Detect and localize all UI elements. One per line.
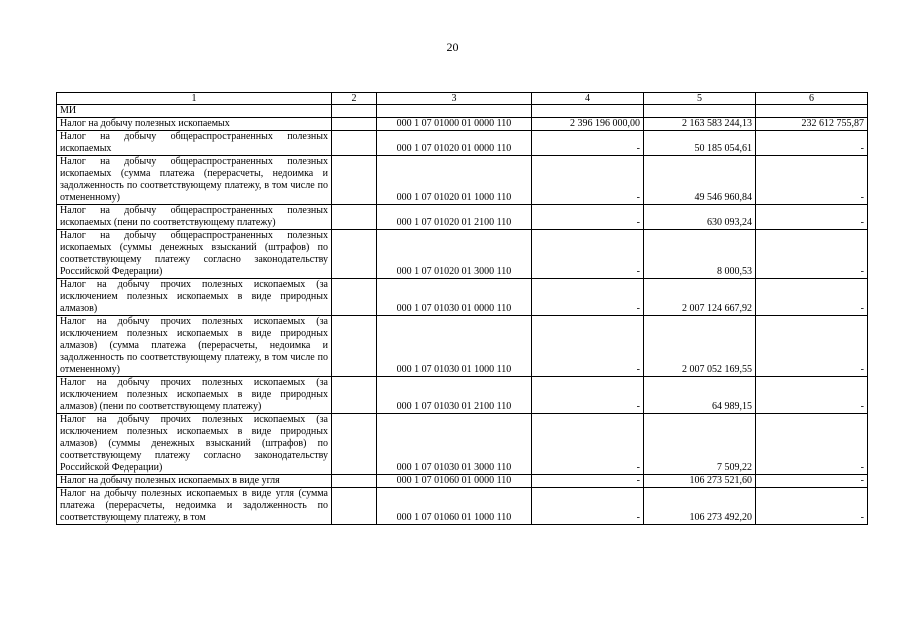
table-row	[57, 279, 868, 316]
budget-code-cell: 000 1 07 01060 01 1000 110	[377, 488, 532, 525]
tax-name-cell: Налог на добычу общераспространенных полезных ископаемых (сумма платежа (перерасчеты, недоимка и задолженность по соответствующему платежу, в том числе по отмененному)	[57, 156, 332, 205]
table-row	[57, 205, 868, 230]
executed-amount-cell: 49 546 960,84	[644, 156, 756, 205]
column-2-cell	[332, 131, 377, 156]
table-row	[57, 488, 868, 525]
revenue-table	[56, 92, 868, 525]
remaining-amount-cell: -	[756, 475, 868, 488]
approved-amount-cell: -	[532, 205, 644, 230]
approved-amount-cell: -	[532, 131, 644, 156]
column-2-cell	[332, 377, 377, 414]
remaining-amount-cell: -	[756, 279, 868, 316]
section-row	[57, 105, 868, 118]
budget-code-cell: 000 1 07 01030 01 1000 110	[377, 316, 532, 377]
approved-amount-cell: -	[532, 377, 644, 414]
approved-amount-cell: -	[532, 414, 644, 475]
tax-name-cell: Налог на добычу общераспространенных полезных ископаемых	[57, 131, 332, 156]
column-2-cell	[332, 414, 377, 475]
budget-code-cell: 000 1 07 01020 01 3000 110	[377, 230, 532, 279]
executed-amount-cell: 2 007 052 169,55	[644, 316, 756, 377]
approved-amount-cell: -	[532, 279, 644, 316]
budget-code-cell: 000 1 07 01030 01 0000 110	[377, 279, 532, 316]
executed-amount-cell: 64 989,15	[644, 377, 756, 414]
tax-name-cell: Налог на добычу прочих полезных ископаемых (за исключением полезных ископаемых в виде природных алмазов) (суммы денежных взысканий (штрафов) по соответствующему платежу согласно законодательству Российской Федерации)	[57, 414, 332, 475]
column-header: 4	[532, 93, 644, 105]
table-row	[57, 475, 868, 488]
tax-name-cell: Налог на добычу прочих полезных ископаемых (за исключением полезных ископаемых в виде природных алмазов)	[57, 279, 332, 316]
column-2-cell	[332, 156, 377, 205]
budget-code-cell: 000 1 07 01020 01 2100 110	[377, 205, 532, 230]
approved-amount-cell: -	[532, 156, 644, 205]
table-row	[57, 156, 868, 205]
remaining-amount-cell: -	[756, 488, 868, 525]
remaining-amount-cell: -	[756, 131, 868, 156]
remaining-amount-cell: -	[756, 377, 868, 414]
column-header: 2	[332, 93, 377, 105]
remaining-amount-cell: -	[756, 156, 868, 205]
executed-amount-cell: 106 273 521,60	[644, 475, 756, 488]
tax-name-cell: Налог на добычу общераспространенных полезных ископаемых (суммы денежных взысканий (штрафов) по соответствующему платежу согласно законодательству Российской Федерации)	[57, 230, 332, 279]
tax-name-cell: Налог на добычу полезных ископаемых	[57, 118, 332, 131]
column-header: 6	[756, 93, 868, 105]
table-body	[57, 105, 868, 525]
approved-amount-cell: 2 396 196 000,00	[532, 118, 644, 131]
column-2-cell	[332, 230, 377, 279]
column-2-cell	[332, 475, 377, 488]
column-2-cell	[332, 118, 377, 131]
budget-code-cell: 000 1 07 01000 01 0000 110	[377, 118, 532, 131]
budget-code-cell: 000 1 07 01020 01 0000 110	[377, 131, 532, 156]
table-row	[57, 230, 868, 279]
approved-amount-cell: -	[532, 488, 644, 525]
remaining-amount-cell: -	[756, 316, 868, 377]
empty-cell	[377, 105, 532, 118]
column-2-cell	[332, 205, 377, 230]
table-row	[57, 118, 868, 131]
tax-name-cell: Налог на добычу прочих полезных ископаемых (за исключением полезных ископаемых в виде природных алмазов) (пени по соответствующему платежу)	[57, 377, 332, 414]
section-label: МИ	[57, 105, 332, 118]
tax-name-cell: Налог на добычу общераспространенных полезных ископаемых (пени по соответствующему платежу)	[57, 205, 332, 230]
table-row	[57, 377, 868, 414]
executed-amount-cell: 106 273 492,20	[644, 488, 756, 525]
empty-cell	[532, 105, 644, 118]
executed-amount-cell: 8 000,53	[644, 230, 756, 279]
column-header: 1	[57, 93, 332, 105]
remaining-amount-cell: -	[756, 205, 868, 230]
budget-code-cell: 000 1 07 01060 01 0000 110	[377, 475, 532, 488]
remaining-amount-cell: -	[756, 230, 868, 279]
column-2-cell	[332, 316, 377, 377]
empty-cell	[756, 105, 868, 118]
page-number: 20	[446, 40, 459, 54]
budget-code-cell: 000 1 07 01020 01 1000 110	[377, 156, 532, 205]
column-2-cell	[332, 279, 377, 316]
executed-amount-cell: 630 093,24	[644, 205, 756, 230]
table-row	[57, 316, 868, 377]
table-row	[57, 414, 868, 475]
remaining-amount-cell: 232 612 755,87	[756, 118, 868, 131]
column-header: 3	[377, 93, 532, 105]
tax-name-cell: Налог на добычу полезных ископаемых в виде угля (сумма платежа (перерасчеты, недоимка и задолженность по соответствующему платежу, в том	[57, 488, 332, 525]
executed-amount-cell: 2 163 583 244,13	[644, 118, 756, 131]
empty-cell	[644, 105, 756, 118]
executed-amount-cell: 7 509,22	[644, 414, 756, 475]
approved-amount-cell: -	[532, 475, 644, 488]
approved-amount-cell: -	[532, 316, 644, 377]
executed-amount-cell: 50 185 054,61	[644, 131, 756, 156]
column-header: 5	[644, 93, 756, 105]
empty-cell	[332, 105, 377, 118]
executed-amount-cell: 2 007 124 667,92	[644, 279, 756, 316]
budget-code-cell: 000 1 07 01030 01 2100 110	[377, 377, 532, 414]
table-row	[57, 131, 868, 156]
approved-amount-cell: -	[532, 230, 644, 279]
remaining-amount-cell: -	[756, 414, 868, 475]
column-2-cell	[332, 488, 377, 525]
budget-code-cell: 000 1 07 01030 01 3000 110	[377, 414, 532, 475]
column-number-row	[57, 93, 868, 105]
tax-name-cell: Налог на добычу полезных ископаемых в виде угля	[57, 475, 332, 488]
tax-name-cell: Налог на добычу прочих полезных ископаемых (за исключением полезных ископаемых в виде природных алмазов) (сумма платежа (перерасчеты, недоимка и задолженность по соответствующему платежу, в том числе по отмененному)	[57, 316, 332, 377]
